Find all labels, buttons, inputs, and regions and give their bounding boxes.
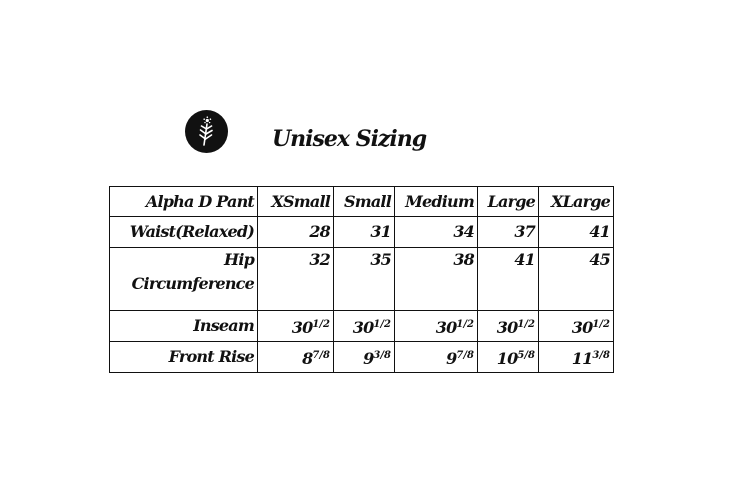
cell-value: 9	[446, 348, 457, 368]
table-cell	[334, 311, 395, 342]
table-row	[110, 248, 614, 311]
table-header-cell: Alpha D Pant	[110, 187, 258, 217]
cell-value: 11	[571, 348, 593, 368]
table-cell	[539, 248, 614, 311]
cell-value: 41	[514, 250, 535, 269]
table-row	[110, 311, 614, 342]
cell-value: 9	[363, 348, 374, 368]
cell-fraction: 1/2	[517, 318, 535, 330]
cell-fraction: 1/2	[373, 318, 391, 330]
cell-value: 30	[352, 317, 374, 337]
cell-value: 30	[291, 317, 313, 337]
row-label: Waist(Relaxed)	[110, 217, 258, 248]
table-row	[110, 342, 614, 373]
row-label: Hip Circumference	[110, 248, 258, 311]
cell-value: 31	[370, 222, 391, 241]
cell-value: 38	[453, 250, 474, 269]
table-header-cell: Medium	[395, 187, 478, 217]
cell-value: 30	[435, 317, 457, 337]
cell-value: 30	[571, 317, 593, 337]
row-label: Inseam	[110, 311, 258, 342]
cell-value: 35	[370, 250, 391, 269]
cell-fraction: 5/8	[517, 349, 535, 361]
table-cell	[478, 217, 539, 248]
cell-fraction: 3/8	[592, 349, 610, 361]
table-cell	[258, 311, 334, 342]
table-header-cell: Large	[478, 187, 539, 217]
table-row	[110, 217, 614, 248]
cell-value: 8	[302, 348, 313, 368]
table-cell	[395, 311, 478, 342]
table-header-cell: XLarge	[539, 187, 614, 217]
table-cell	[539, 311, 614, 342]
table-cell	[395, 342, 478, 373]
cell-value: 37	[514, 222, 535, 241]
table-cell	[539, 217, 614, 248]
table-cell	[334, 248, 395, 311]
cell-value: 30	[496, 317, 518, 337]
cell-value: 34	[453, 222, 474, 241]
table-cell	[258, 342, 334, 373]
table-cell	[395, 248, 478, 311]
table-cell	[478, 248, 539, 311]
size-chart-table	[109, 186, 614, 373]
cell-fraction: 1/2	[592, 318, 610, 330]
table-cell	[478, 311, 539, 342]
cell-value: 41	[589, 222, 610, 241]
table-cell	[478, 342, 539, 373]
table-header-cell: Small	[334, 187, 395, 217]
cell-value: 10	[496, 348, 518, 368]
cell-value: 45	[589, 250, 610, 269]
table-cell	[258, 217, 334, 248]
table-cell	[539, 342, 614, 373]
cell-fraction: 1/2	[312, 318, 330, 330]
table-cell	[334, 217, 395, 248]
cell-fraction: 1/2	[456, 318, 474, 330]
page-title: Unisex Sizing	[272, 126, 427, 152]
table-header-row	[110, 187, 614, 217]
table-cell	[334, 342, 395, 373]
cell-fraction: 3/8	[373, 349, 391, 361]
table-cell	[258, 248, 334, 311]
row-label: Front Rise	[110, 342, 258, 373]
table-header-cell: XSmall	[258, 187, 334, 217]
cell-value: 32	[309, 250, 330, 269]
table-cell	[395, 217, 478, 248]
cell-value: 28	[309, 222, 330, 241]
cell-fraction: 7/8	[456, 349, 474, 361]
brand-logo-icon	[185, 110, 228, 153]
cell-fraction: 7/8	[312, 349, 330, 361]
